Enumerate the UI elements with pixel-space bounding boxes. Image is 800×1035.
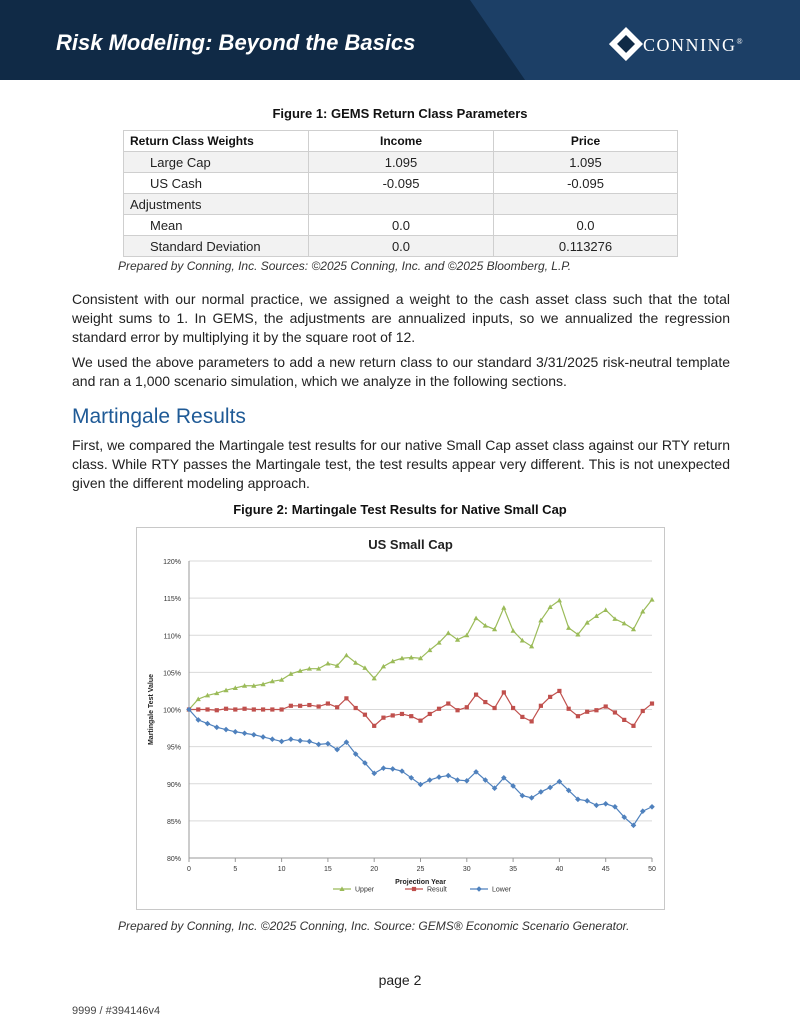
data-point-result <box>298 704 302 708</box>
data-point-result <box>520 715 524 719</box>
data-point-result <box>483 700 487 704</box>
y-tick-label: 85% <box>166 818 181 826</box>
legend-label-lower: Lower <box>492 886 512 894</box>
table-row <box>124 194 678 215</box>
data-point-result <box>613 710 617 714</box>
data-point-lower <box>242 730 248 736</box>
data-point-lower <box>445 773 451 779</box>
table-cell: Large Cap <box>124 152 309 173</box>
data-point-lower <box>427 777 433 783</box>
data-point-upper <box>362 665 367 670</box>
data-point-lower <box>381 765 387 771</box>
data-point-result <box>492 706 496 710</box>
data-point-lower <box>390 766 396 772</box>
data-point-result <box>502 690 506 694</box>
data-point-result <box>400 712 404 716</box>
y-tick-label: 120% <box>163 559 181 566</box>
data-point-upper <box>501 605 506 610</box>
martingale-chart-svg <box>137 528 664 909</box>
data-point-result <box>631 724 635 728</box>
data-point-lower <box>233 729 239 735</box>
legend-marker-result <box>412 887 416 891</box>
return-class-parameters-table <box>123 130 678 257</box>
x-tick-label: 10 <box>277 866 286 873</box>
x-tick-label: 30 <box>462 866 471 873</box>
data-point-result <box>205 707 209 711</box>
legend-marker-lower <box>476 886 482 892</box>
legend-label-upper: Upper <box>355 886 375 894</box>
data-point-lower <box>251 732 257 738</box>
x-tick-label: 20 <box>370 866 379 873</box>
data-point-upper <box>446 630 451 635</box>
data-point-result <box>224 707 228 711</box>
data-point-lower <box>584 798 590 804</box>
data-point-upper <box>566 625 571 630</box>
table-header-cell: Return Class Weights <box>124 131 309 152</box>
data-point-result <box>530 719 534 723</box>
figure1-caption: Figure 1: GEMS Return Class Parameters <box>272 106 528 121</box>
x-axis-label: Projection Year <box>395 879 446 886</box>
y-tick-label: 90% <box>166 781 181 789</box>
data-point-result <box>576 714 580 718</box>
figure2-caption: Figure 2: Martingale Test Results for Native Small Cap <box>233 502 567 517</box>
data-point-result <box>252 707 256 711</box>
data-point-lower <box>205 721 211 727</box>
table-row <box>124 215 678 236</box>
series-line-upper <box>189 600 652 710</box>
data-point-upper <box>603 607 608 612</box>
data-point-result <box>409 714 413 718</box>
table-cell: 1.095 <box>309 152 494 173</box>
data-point-lower <box>279 739 285 745</box>
data-point-lower <box>214 725 220 731</box>
data-point-result <box>280 707 284 711</box>
x-tick-label: 15 <box>324 866 332 873</box>
data-point-result <box>604 704 608 708</box>
table-cell: -0.095 <box>309 173 494 194</box>
conning-logo-icon <box>608 26 644 62</box>
data-point-lower <box>260 734 266 740</box>
data-point-lower <box>455 777 461 783</box>
y-axis-label: Martingale Test Value <box>148 673 155 746</box>
figure2-source-note: Prepared by Conning, Inc. ©2025 Conning, Inc. Source: GEMS® Economic Scenario Generator. <box>118 919 630 933</box>
table-cell <box>494 194 678 215</box>
series-line-lower <box>189 710 652 826</box>
data-point-result <box>585 710 589 714</box>
data-point-result <box>650 701 654 705</box>
body-paragraph: Consistent with our normal practice, we assigned a weight to the cash asset class such that the total weight sums to 1. In GEMS, the adjustments are annualized inputs, so we annualized the regression standard error by multiplying it by the square root of 12. <box>72 291 730 345</box>
x-tick-label: 5 <box>233 866 238 873</box>
page-header <box>0 0 800 80</box>
figure1-source-note: Prepared by Conning, Inc. Sources: ©2025 Conning, Inc. and ©2025 Bloomberg, L.P. <box>118 259 572 273</box>
y-tick-label: 95% <box>166 744 181 752</box>
table-cell: US Cash <box>124 173 309 194</box>
data-point-result <box>418 719 422 723</box>
table-header-row <box>124 131 678 152</box>
data-point-upper <box>511 628 516 633</box>
data-point-result <box>335 705 339 709</box>
data-point-result <box>455 708 459 712</box>
data-point-lower <box>436 774 442 780</box>
table-cell: Adjustments <box>124 194 309 215</box>
data-point-result <box>215 708 219 712</box>
x-tick-label: 35 <box>509 866 517 873</box>
data-point-result <box>289 704 293 708</box>
body-paragraph: First, we compared the Martingale test results for our native Small Cap asset class against our RTY return class. While RTY passes the Martingale test, the test results appear very different. This is not unexpected given the different modeling approach. <box>72 437 730 491</box>
x-tick-label: 25 <box>416 866 425 873</box>
data-point-result <box>307 703 311 707</box>
data-point-result <box>567 707 571 711</box>
header-title: Risk Modeling: Beyond the Basics <box>56 30 416 55</box>
section-heading: Martingale Results <box>72 405 246 428</box>
data-point-result <box>344 696 348 700</box>
data-point-result <box>363 713 367 717</box>
table-header-cell: Price <box>494 131 678 152</box>
data-point-lower <box>270 736 276 742</box>
data-point-upper <box>631 627 636 632</box>
data-point-result <box>622 718 626 722</box>
table-cell <box>309 194 494 215</box>
x-tick-label: 0 <box>187 866 191 873</box>
chart-title: US Small Cap <box>368 537 453 552</box>
page-number: page 2 <box>378 972 422 988</box>
data-point-result <box>317 704 321 708</box>
table-cell: 0.113276 <box>494 236 678 257</box>
data-point-result <box>557 689 561 693</box>
data-point-result <box>270 707 274 711</box>
data-point-upper <box>594 613 599 618</box>
data-point-result <box>242 707 246 711</box>
table-cell: 0.0 <box>309 215 494 236</box>
data-point-result <box>474 693 478 697</box>
data-point-result <box>437 707 441 711</box>
logo-wordmark: CONNING® <box>643 35 745 55</box>
table-cell: 0.0 <box>309 236 494 257</box>
y-tick-label: 100% <box>163 707 181 715</box>
data-point-lower <box>307 739 313 745</box>
data-point-result <box>261 707 265 711</box>
legend-label-result: Result <box>427 886 447 894</box>
data-point-result <box>428 712 432 716</box>
table-header-cell: Income <box>309 131 494 152</box>
data-point-lower <box>288 736 294 742</box>
data-point-lower <box>649 804 655 810</box>
data-point-result <box>539 704 543 708</box>
data-point-lower <box>297 738 303 744</box>
data-point-lower <box>594 802 600 808</box>
table-row <box>124 152 678 173</box>
y-tick-label: 105% <box>163 670 181 678</box>
y-tick-label: 115% <box>163 596 181 604</box>
table-cell: -0.095 <box>494 173 678 194</box>
data-point-result <box>641 709 645 713</box>
data-point-lower <box>603 801 609 807</box>
data-point-result <box>354 706 358 710</box>
table-row <box>124 236 678 257</box>
data-point-result <box>511 706 515 710</box>
data-point-result <box>548 695 552 699</box>
data-point-upper <box>344 653 349 658</box>
data-point-result <box>446 701 450 705</box>
data-point-result <box>372 724 376 728</box>
y-tick-label: 110% <box>163 633 181 641</box>
data-point-result <box>391 713 395 717</box>
data-point-result <box>594 708 598 712</box>
x-tick-label: 50 <box>648 866 656 873</box>
data-point-result <box>196 707 200 711</box>
data-point-result <box>326 701 330 705</box>
data-point-upper <box>325 661 330 666</box>
body-paragraph: We used the above parameters to add a new return class to our standard 3/31/2025 risk-neutral template and ran a 1,000 scenario simulation, which we analyze in the following sections. <box>72 354 730 389</box>
table-cell: Mean <box>124 215 309 236</box>
table-cell: 1.095 <box>494 152 678 173</box>
data-point-upper <box>381 664 386 669</box>
data-point-lower <box>223 727 229 733</box>
data-point-result <box>381 716 385 720</box>
x-tick-label: 40 <box>555 866 564 873</box>
data-point-upper <box>529 644 534 649</box>
data-point-result <box>233 707 237 711</box>
document-id: 9999 / #394146v4 <box>72 1005 161 1017</box>
table-cell: 0.0 <box>494 215 678 236</box>
data-point-upper <box>473 616 478 621</box>
table-cell: Standard Deviation <box>124 236 309 257</box>
y-tick-label: 80% <box>166 856 181 863</box>
table-row <box>124 173 678 194</box>
x-tick-label: 45 <box>601 866 610 873</box>
data-point-result <box>465 705 469 709</box>
martingale-chart <box>136 527 665 910</box>
